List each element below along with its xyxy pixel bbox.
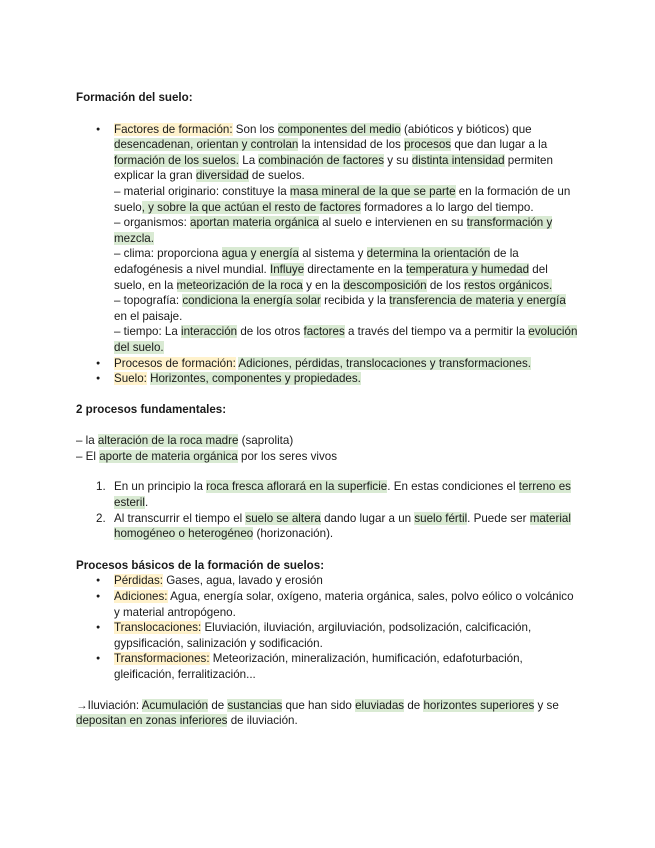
item-number: 2. bbox=[96, 511, 106, 525]
text: permiten explicar la gran bbox=[114, 153, 553, 183]
text: (horizonación). bbox=[253, 527, 334, 541]
highlight: , y sobre la que actúan el resto de factores bbox=[141, 200, 361, 214]
text: – la bbox=[76, 434, 98, 448]
list-factores bbox=[76, 122, 579, 387]
spacer bbox=[76, 387, 579, 402]
list-item-procesos-formacion bbox=[76, 356, 579, 372]
text: en el paisaje. bbox=[114, 309, 183, 323]
spacer bbox=[76, 76, 579, 90]
highlight: horizontes superiores bbox=[423, 698, 535, 712]
text: y en la bbox=[302, 278, 344, 292]
highlight: masa mineral de la que se parte bbox=[289, 184, 456, 198]
text: de los bbox=[426, 278, 464, 292]
highlight: determina la orientación bbox=[366, 247, 491, 261]
list-item-transformaciones bbox=[76, 651, 579, 682]
factor-clima bbox=[114, 246, 579, 293]
numbered-list bbox=[76, 479, 579, 541]
text: y se bbox=[534, 698, 559, 712]
highlight: Acumulación bbox=[141, 698, 209, 712]
label-translocaciones: Translocaciones: bbox=[114, 621, 202, 635]
list-item-translocaciones bbox=[76, 620, 579, 651]
spacer bbox=[76, 683, 579, 698]
line-aporte bbox=[76, 449, 579, 465]
numbered-item-2 bbox=[76, 511, 579, 542]
text: de bbox=[404, 698, 424, 712]
text: Eluviación, iluviación, argiluviación, podsolización, calcificación, gypsificación, salinización y sodificación. bbox=[114, 621, 532, 650]
text: por los seres vivos bbox=[237, 449, 338, 463]
highlight: Horizontes, componentes y propiedades. bbox=[150, 372, 361, 386]
text: Meteorización, mineralización, humificación, edafoturbación, gleificación, ferralitización... bbox=[114, 652, 523, 681]
label-suelo: Suelo: bbox=[114, 372, 147, 386]
text: – clima: proporciona bbox=[114, 247, 222, 261]
factor-topografia bbox=[114, 293, 579, 324]
text: en la formación de un suelo bbox=[114, 184, 571, 214]
highlight: formación de los suelos. bbox=[114, 153, 240, 167]
label-procesos-formacion: Procesos de formación: bbox=[114, 356, 236, 370]
highlight: sustancias bbox=[227, 698, 283, 712]
highlight: temperatura y humedad bbox=[405, 262, 530, 276]
highlight: agua y energía bbox=[221, 247, 299, 261]
text: formadores a lo largo del tiempo. bbox=[360, 200, 534, 214]
text: – organismos: bbox=[114, 216, 191, 230]
text: (saprolita) bbox=[238, 434, 294, 448]
heading-procesos-basicos: Procesos básicos de la formación de suelos: bbox=[76, 558, 325, 572]
highlight: factores bbox=[303, 325, 345, 339]
highlight: Influye bbox=[269, 262, 305, 276]
para-iluviacion bbox=[76, 698, 579, 729]
text: . bbox=[144, 496, 149, 510]
highlight: suelo fértil bbox=[414, 511, 468, 525]
highlight: interacción bbox=[181, 325, 238, 339]
highlight: aportan materia orgánica bbox=[190, 216, 319, 230]
text: al suelo e intervienen en su bbox=[318, 216, 467, 230]
text: – material originario: constituye la bbox=[114, 184, 290, 198]
text: del suelo, en la bbox=[114, 262, 548, 292]
factor-tiempo bbox=[114, 324, 579, 355]
text: La bbox=[239, 153, 259, 167]
spacer bbox=[76, 106, 579, 122]
list-procesos-basicos bbox=[76, 573, 579, 682]
text: Gases, agua, lavado y erosión bbox=[162, 574, 323, 588]
text: de bbox=[208, 698, 228, 712]
label-adiciones: Adiciones: bbox=[114, 590, 168, 604]
highlight: procesos bbox=[404, 138, 452, 152]
label-factores: Factores de formación: bbox=[114, 122, 233, 136]
text: de suelos. bbox=[248, 169, 305, 183]
text: de iluviación. bbox=[227, 714, 298, 728]
document-body bbox=[76, 76, 579, 729]
text: de la edafogénesis a nivel mundial. bbox=[114, 247, 519, 276]
highlight: descomposición bbox=[343, 278, 427, 292]
text: . En estas condiciones el bbox=[387, 480, 519, 494]
text: →Iluviación: bbox=[76, 698, 142, 712]
highlight: depositan en zonas inferiores bbox=[76, 714, 228, 728]
highlight: diversidad bbox=[195, 169, 249, 183]
text: al sistema y bbox=[298, 247, 367, 261]
label-transformaciones: Transformaciones: bbox=[114, 652, 210, 666]
highlight: suelo se altera bbox=[245, 511, 321, 525]
highlight: distinta intensidad bbox=[411, 153, 505, 167]
text: – topografía: bbox=[114, 294, 183, 308]
highlight: evolución del suelo. bbox=[114, 325, 578, 354]
factor-organismos bbox=[114, 215, 579, 246]
heading-formacion-suelo: Formación del suelo: bbox=[76, 91, 193, 104]
text: Agua, energía solar, oxígeno, materia orgánica, sales, polvo eólico o volcánico y material antropógeno. bbox=[114, 590, 574, 619]
text: (abióticos y bióticos) que bbox=[400, 122, 532, 136]
text: dando lugar a un bbox=[320, 511, 415, 525]
highlight: terreno es esteril bbox=[114, 480, 571, 510]
highlight: aporte de materia orgánica bbox=[99, 449, 238, 463]
highlight: transferencia de materia y energía bbox=[389, 294, 566, 308]
list-item-suelo bbox=[76, 371, 579, 387]
text: la intensidad de los bbox=[298, 138, 405, 152]
text: . Puede ser bbox=[467, 511, 530, 525]
spacer bbox=[76, 542, 579, 558]
text: recibida y la bbox=[320, 294, 390, 308]
para-factores bbox=[114, 123, 553, 183]
list-item-perdidas bbox=[76, 573, 579, 589]
numbered-item-1 bbox=[76, 479, 579, 510]
text: En un principio la bbox=[114, 480, 207, 494]
text: directamente en la bbox=[304, 262, 406, 276]
label-perdidas: Pérdidas: bbox=[114, 574, 163, 588]
line-alteracion bbox=[76, 433, 579, 449]
factor-material bbox=[114, 184, 579, 215]
spacer bbox=[76, 417, 579, 433]
text: – El bbox=[76, 449, 100, 463]
text: a través del tiempo va a permitir la bbox=[344, 325, 529, 339]
list-item-factores bbox=[76, 122, 579, 356]
highlight: restos orgánicos. bbox=[463, 278, 553, 292]
text: que dan lugar a la bbox=[451, 138, 548, 152]
text: Al transcurrir el tiempo el bbox=[114, 511, 246, 525]
highlight: meteorización de la roca bbox=[176, 278, 303, 292]
item-number: 1. bbox=[96, 480, 106, 494]
highlight: componentes del medio bbox=[277, 122, 401, 136]
text: de los otros bbox=[237, 325, 304, 339]
highlight: Adiciones, pérdidas, translocaciones y transformaciones. bbox=[238, 356, 531, 370]
highlight: desencadenan, orientan y controlan bbox=[114, 138, 299, 152]
text: – tiempo: La bbox=[114, 325, 182, 339]
text: que han sido bbox=[282, 698, 356, 712]
highlight: eluviadas bbox=[355, 698, 405, 712]
highlight: condiciona la energía solar bbox=[182, 294, 321, 308]
text: y su bbox=[384, 153, 412, 167]
highlight: alteración de la roca madre bbox=[97, 434, 239, 448]
highlight: roca fresca aflorará en la superficie bbox=[206, 480, 388, 494]
spacer bbox=[76, 464, 579, 479]
highlight: combinación de factores bbox=[258, 153, 385, 167]
heading-procesos-fundamentales: 2 procesos fundamentales: bbox=[76, 402, 227, 416]
list-item-adiciones bbox=[76, 589, 579, 620]
highlight: transformación y mezcla. bbox=[114, 216, 553, 245]
highlight: material homogéneo o heterogéneo bbox=[114, 511, 571, 541]
text: Son los bbox=[232, 122, 278, 136]
